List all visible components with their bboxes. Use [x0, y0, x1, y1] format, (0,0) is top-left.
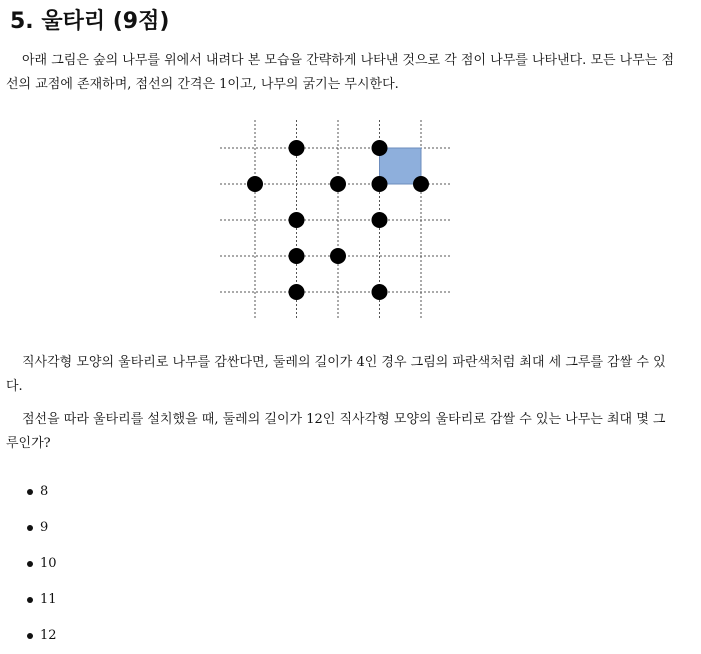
tree-dot — [372, 212, 388, 228]
answer-option[interactable] — [24, 582, 57, 618]
answer-option[interactable] — [24, 618, 57, 654]
tree-dot — [289, 284, 305, 300]
answer-option[interactable] — [24, 510, 57, 546]
tree-dot — [330, 248, 346, 264]
example-text: 직사각형 모양의 울타리로 나무를 감싼다면, 둘레의 길이가 4인 경우 그림의 파란색처럼 최대 세 그루를 감쌀 수 있다. — [6, 355, 666, 394]
tree-dot — [372, 140, 388, 156]
bullet-icon — [27, 525, 33, 531]
answer-option[interactable] — [24, 474, 57, 510]
answer-option-label: 11 — [40, 592, 57, 607]
bullet-icon — [27, 597, 33, 603]
tree-grid-figure — [220, 118, 452, 320]
answer-option[interactable] — [24, 546, 57, 582]
tree-dot — [330, 176, 346, 192]
answer-option-label: 10 — [40, 556, 57, 571]
answer-option-label: 8 — [40, 484, 49, 499]
tree-dot — [289, 248, 305, 264]
question-prompt: 점선을 따라 울타리를 설치했을 때, 둘레의 길이가 12인 직사각형 모양의 울타리로 감쌀 수 있는 나무는 최대 몇 그루인가? — [6, 412, 666, 451]
bullet-icon — [27, 633, 33, 639]
fence-example-rect — [380, 148, 422, 184]
tree-dot — [372, 284, 388, 300]
tree-grid-svg — [220, 118, 452, 320]
tree-dot — [289, 212, 305, 228]
fence-layer — [380, 148, 422, 184]
tree-dot — [413, 176, 429, 192]
tree-dot — [372, 176, 388, 192]
answer-option-label: 9 — [40, 520, 49, 535]
tree-dot — [247, 176, 263, 192]
answer-options — [24, 474, 57, 654]
bullet-icon — [27, 561, 33, 567]
question-intro: 아래 그림은 숲의 나무를 위에서 내려다 본 모습을 간략하게 나타낸 것으로 각 점이 나무를 나타낸다. 모든 나무는 점선의 교점에 존재하며, 점선의 간격은 1이고, 나무의 굵기는 무시한다. — [6, 53, 675, 92]
tree-dot — [289, 140, 305, 156]
question-title: 5. 울타리 (9점) — [10, 9, 170, 34]
answer-option-label: 12 — [40, 628, 57, 643]
bullet-icon — [27, 489, 33, 495]
